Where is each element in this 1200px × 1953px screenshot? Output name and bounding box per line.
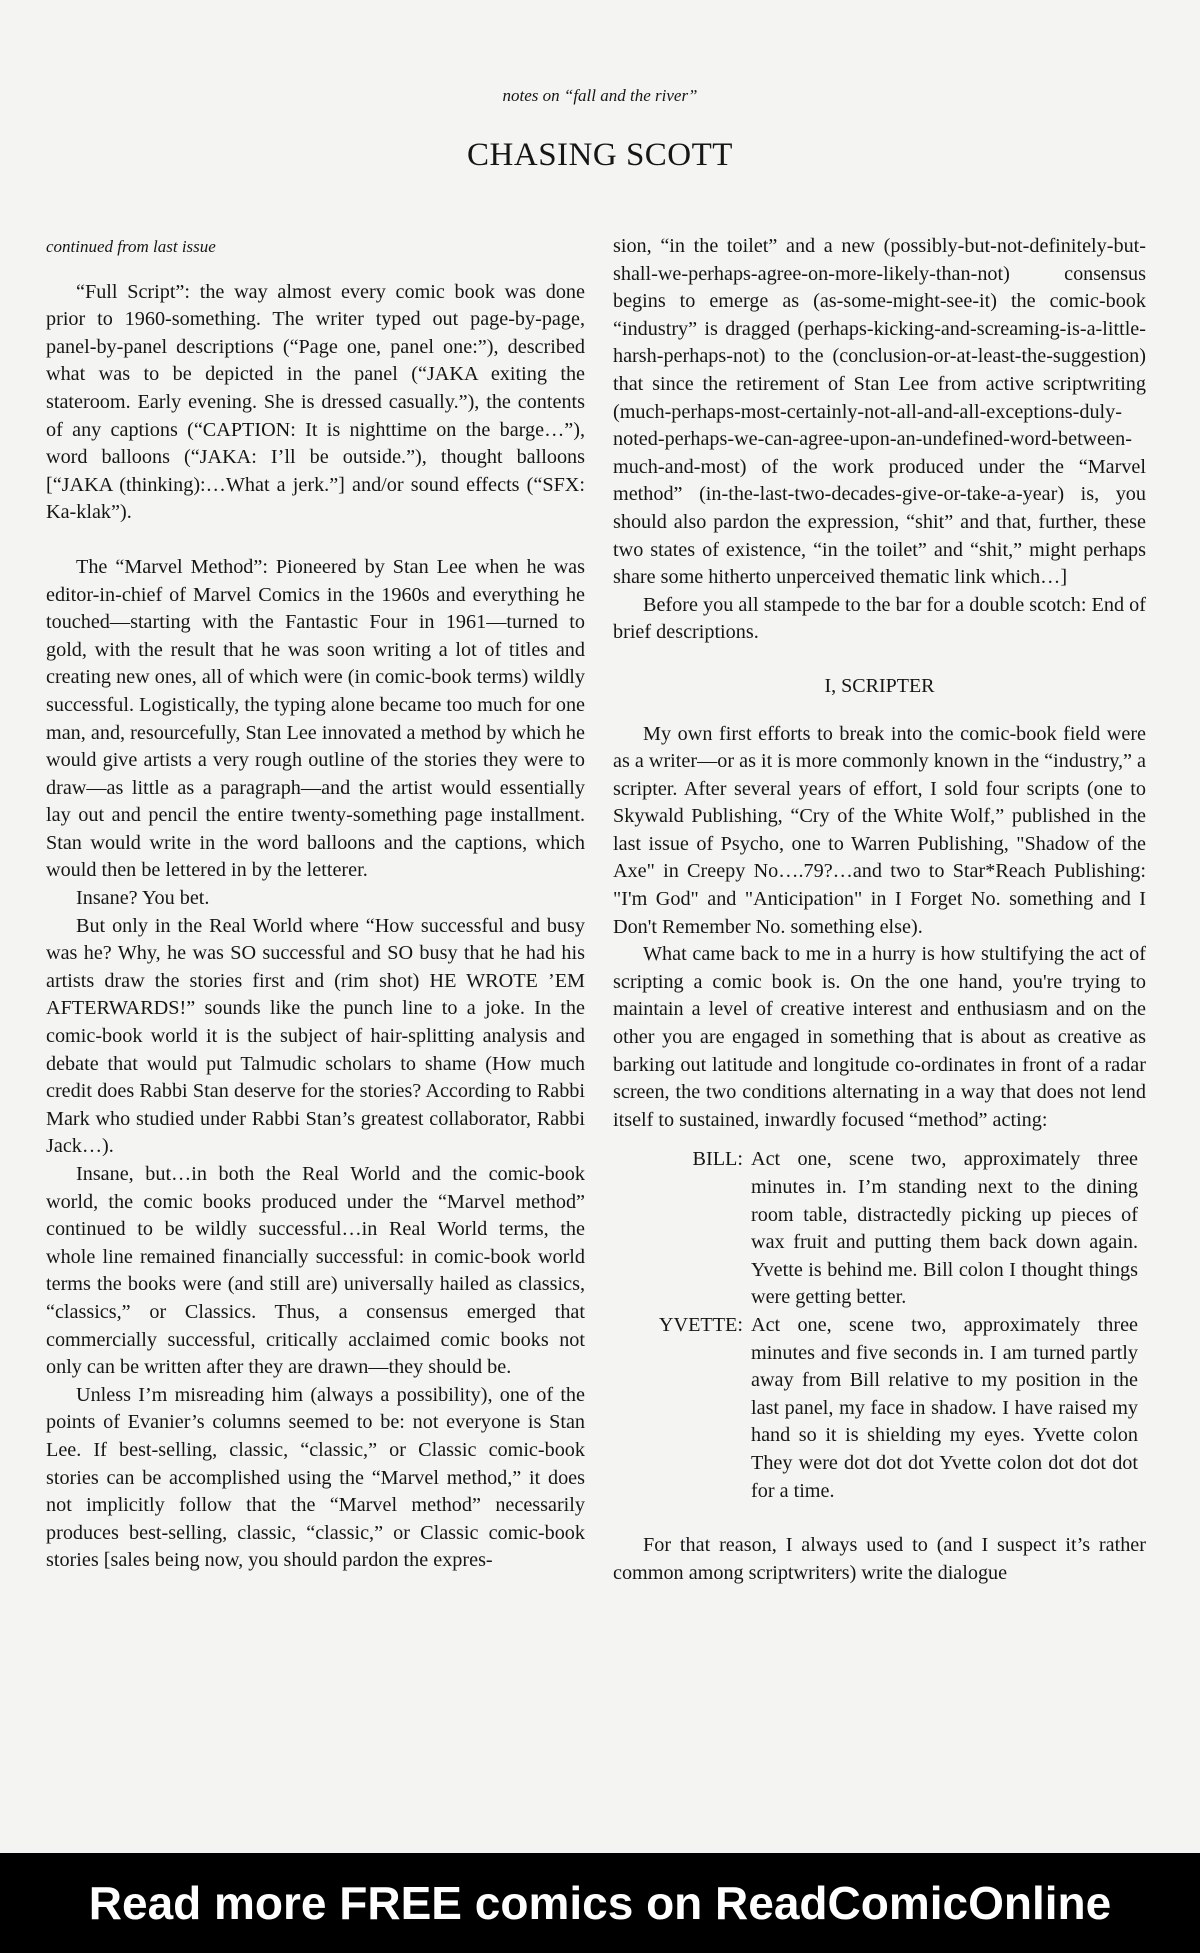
paragraph-full-script: “Full Script”: the way almost every comic book was done prior to 1960-something. The writer typed out page-by-page, panel-by-panel descriptions (“Page one, panel one:”), described what was to be depicted in the panel (“JAKA exiting the stateroom. Early evening. She is dressed casually.”), the contents of any captions (“CAPTION: It is nighttime on the barge…”), word balloons (“JAKA: I’ll be outside.”), thought balloons [“JAKA (thinking):…What a jerk.”] and/or sound effects (“SFX: Ka-klak”). (46, 280, 585, 524)
paragraph-first-efforts: My own first efforts to break into the comic-book field were as a writer—or as it is more commonly known in the “industry,” a scripter. After several years of effort, I sold four scripts (one to Skywald Publishing, “Cry of the White Wolf,” published in the last issue of Psycho, one to Warren Publishing, "Shadow of the Axe" in Creepy No….79?…and two to Star*Reach Publishing: "I'm God" and "Anticipation" in I Forget No. something and I Don't Remember No. something else). (613, 722, 1146, 938)
paragraph-for-that-reason: For that reason, I always used to (and I suspect it’s rather common among scriptwriters) write the dialogue (613, 1534, 1146, 1584)
paragraph-real-world: But only in the Real World where “How successful and busy was he? Why, he was SO successful and SO busy that he had his artists draw the stories first and (rim shot) HE WROTE ’EM AFTERWARDS!” sounds like the punch line to a joke. In the comic-book world it is the subject of hair-splitting analysis and debate that would put Talmudic scholars to shame (How much credit does Rabbi Stan deserve for the stories? According to Rabbi Mark who studied under Rabbi Stan’s greatest collaborator, Rabbi Jack…). (46, 914, 585, 1158)
paragraph-double-scotch: Before you all stampede to the bar for a double scotch: End of brief descriptions. (613, 593, 1146, 644)
script-dialogue: Act one, scene two, approximately three minutes and five seconds in. I am turned partly away from Bill relative to my position in the last panel, my face in shadow. I have raised my hand so it is shielding my eyes. Yvette colon They were dot dot dot Yvette colon dot dot dot for a time. (751, 1313, 1138, 1502)
paragraph-stultifying: What came back to me in a hurry is how stultifying the act of scripting a comic book is. On the one hand, you're trying to maintain a level of creative interest and enthusiasm and on the other you are engaged in something that is about as creative as barking out latitude and longitude co-ordinates in front of a radar screen, the two conditions alternating in a way that does not lend itself to sustained, inwardly focused “method” acting: (613, 943, 1146, 1131)
script-speaker: BILL: (692, 1148, 743, 1171)
paragraph-continuation: sion, “in the toilet” and a new (possibly-but-not-definitely-but-shall-we-perhaps-agree-on-more-likely-than-not) consensus begins to emerge as (as-some-might-see-it) the comic-book “industry” is dragged (perhaps-kicking-and-screaming-is-a-little-harsh-perhaps-not) to the (conclusion-or-at-least-the-suggestion) that since the retirement of Stan Lee from active scriptwriting (much-perhaps-most-certainly-not-all-and-all-exceptions-duly-noted-perhaps-we-can-agree-upon-an-undefined-word-between-much-and-most) of the work produced under the “Marvel method” (in-the-last-two-decades-give-or-take-a-year) is, you should also pardon the expression, “shit” and that, further, these two states of existence, “in the toilet” and “shit,” might perhaps share some hitherto unperceived thematic link which…] (613, 235, 1146, 589)
script-line (613, 1146, 1146, 1312)
promo-banner[interactable]: Read more FREE comics on ReadComicOnline (0, 1853, 1200, 1953)
article-title: CHASING SCOTT (467, 137, 733, 173)
script-dialogue: Act one, scene two, approximately three minutes in. I’m standing next to the dining room table, distractedly picking up pieces of wax fruit and putting them back down again. Yvette is behind me. Bill colon I thought things were getting better. (751, 1148, 1138, 1309)
script-speaker: YVETTE: (658, 1313, 743, 1336)
script-excerpt (613, 1146, 1146, 1505)
script-line (613, 1312, 1146, 1505)
paragraph-insane-but: Insane, but…in both the Real World and the comic-book world, the comic books produced under the “Marvel method” continued to be wildly successful…in Real World terms, the whole line remained financially successful: in comic-book world terms the books were (and still are) universally hailed as classics, “classics,” or Classics. Thus, a consensus emerged that commercially successful, critically acclaimed comic books not only can be written after they are drawn—they should be. (46, 1163, 585, 1379)
paragraph-marvel-method: The “Marvel Method”: Pioneered by Stan Lee when he was editor-in-chief of Marvel Comics in the 1960s and everything he touched—starting with the Fantastic Four in 1961—turned to gold, with the result that he was soon writing a lot of titles and creating new ones, all of which were (in comic-book terms) wildly successful. Logistically, the typing alone became too much for one man, and, resourcefully, Stan Lee innovated a method by which he would give artists a very rough outline of the stories they were to draw—as little as a paragraph—and the artist would essentially lay out and pencil the entire twenty-something page installment. Stan would write in the word balloons and the captions, which would then be lettered in by the letterer. (46, 555, 585, 882)
paragraph-insane: Insane? You bet. (76, 887, 210, 910)
continued-note: continued from last issue (46, 237, 216, 256)
article-kicker: notes on “fall and the river” (502, 86, 698, 105)
section-heading: I, SCRIPTER (824, 674, 935, 697)
right-column (613, 233, 1146, 1587)
paragraph-evanier: Unless I’m misreading him (always a possibility), one of the points of Evanier’s columns seemed to be: not everyone is Stan Lee. If best-selling, classic, “classic,” or Classic comic-book stories can be accomplished using the “Marvel method,” it does not implicitly follow that the “Marvel method” necessarily produces best-selling, classic, “classic,” or Classic comic-book stories [sales being now, you should pardon the expres- (46, 1383, 585, 1572)
left-column (46, 233, 585, 1575)
